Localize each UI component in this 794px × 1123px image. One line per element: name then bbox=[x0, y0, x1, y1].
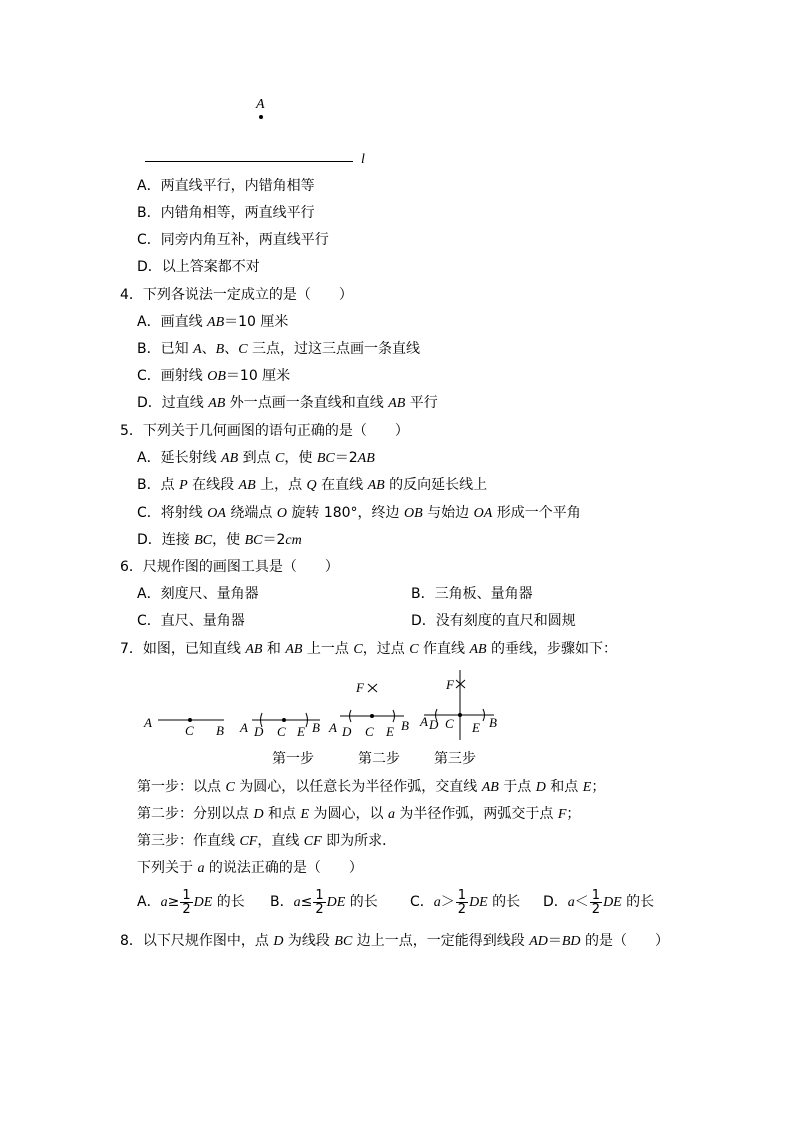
step3-label-f: F bbox=[356, 680, 364, 695]
q4-option-d: D．过直线 AB 外一点画一条直线和直线 AB 平行 bbox=[137, 395, 438, 411]
q3-option-d: D．以上答案都不对 bbox=[137, 259, 260, 275]
q8-stem: 8．以下尺规作图中，点 D 为线段 BC 边上一点，一定能得到线段 AD＝BD 的是（ ） bbox=[120, 933, 669, 949]
q7-question: 下列关于 a 的说法正确的是（ ） bbox=[137, 860, 363, 876]
step3-label-e: E bbox=[386, 724, 394, 739]
step3-label-b: B bbox=[401, 718, 409, 733]
step3-point-c bbox=[370, 714, 374, 718]
line-l bbox=[145, 161, 353, 162]
fraction: $\frac{1}{2}$ bbox=[591, 887, 601, 917]
step4-label-a: A bbox=[420, 714, 428, 729]
q4-option-a: A．画直线 AB＝10 厘米 bbox=[137, 314, 289, 330]
q7-option-d: D．a＜ $\frac{1}{2}$ DE 的长 bbox=[543, 887, 655, 917]
q3-option-b: B．内错角相等，两直线平行 bbox=[137, 205, 315, 221]
q7-step1-text: 第一步：以点 C 为圆心，以任意长为半径作弧，交直线 AB 于点 D 和点 E； bbox=[137, 779, 606, 795]
step2-label-a: A bbox=[240, 720, 248, 735]
step4-figure bbox=[419, 670, 497, 740]
step3-intersection-f bbox=[368, 684, 377, 692]
point-a-dot bbox=[259, 115, 263, 119]
q6-option-d: D．没有刻度的直尺和圆规 bbox=[411, 613, 576, 629]
q6-option-c: C．直尺、量角器 bbox=[137, 613, 245, 629]
step2-label-c: C bbox=[277, 724, 286, 739]
q6-stem: 6．尺规作图的画图工具是（ ） bbox=[120, 559, 339, 575]
q3-option-c: C．同旁内角互补，两直线平行 bbox=[137, 232, 329, 248]
q6-option-b: B．三角板、量角器 bbox=[411, 586, 533, 602]
step1-figure bbox=[143, 715, 224, 738]
step3-label-a: A bbox=[329, 720, 337, 735]
q5-option-b: B．点 P 在线段 AB 上，点 Q 在直线 AB 的反向延长线上 bbox=[137, 477, 488, 493]
step1-label-a: A bbox=[144, 715, 152, 730]
step4-label-e: E bbox=[472, 720, 480, 735]
q7-option-b: B．a≤ $\frac{1}{2}$ DE 的长 bbox=[270, 887, 378, 917]
q3-option-a: A．两直线平行，内错角相等 bbox=[137, 178, 315, 194]
step2-point-c bbox=[282, 718, 286, 722]
step1-point-c bbox=[188, 718, 192, 722]
q4-option-c: C．画射线 OB＝10 厘米 bbox=[137, 368, 291, 384]
line-label-l: l bbox=[361, 152, 365, 167]
q7-step3-text: 第三步：作直线 CF，直线 CF 即为所求． bbox=[137, 833, 397, 849]
step1-label-b: B bbox=[216, 723, 224, 738]
q4-stem: 4．下列各说法一定成立的是（ ） bbox=[120, 287, 353, 303]
q7-stem: 7．如图，已知直线 AB 和 AB 上一点 C，过点 C 作直线 AB 的垂线，步骤如下： bbox=[120, 641, 617, 657]
q5-stem: 5．下列关于几何画图的语句正确的是（ ） bbox=[120, 423, 409, 439]
step3-label-c: C bbox=[365, 724, 374, 739]
q5-option-a: A．延长射线 AB 到点 C，使 BC＝2AB bbox=[137, 450, 375, 466]
step2-figure bbox=[239, 713, 320, 739]
q5-option-c: C．将射线 OA 绕端点 O 旋转 180°，终边 OB 与始边 OA 形成一个平角 bbox=[137, 505, 581, 521]
q7-option-c: C．a＞ $\frac{1}{2}$ DE 的长 bbox=[410, 887, 521, 917]
step4-label-c: C bbox=[445, 716, 454, 731]
step2-label-b: B bbox=[312, 720, 320, 735]
fraction: $\frac{1}{2}$ bbox=[182, 887, 191, 917]
q7-step2-text: 第二步：分别以点 D 和点 E 为圆心，以 a 为半径作弧，两弧交于点 F； bbox=[137, 806, 581, 822]
step4-point-c bbox=[458, 713, 462, 717]
fraction: $\frac{1}{2}$ bbox=[315, 887, 324, 917]
caption-step2: 第二步 bbox=[358, 751, 400, 767]
step3-figure bbox=[328, 680, 409, 739]
q4-option-b: B．已知 A、B、C 三点，过这三点画一条直线 bbox=[137, 341, 420, 357]
fraction: $\frac{1}{2}$ bbox=[457, 887, 467, 917]
step2-label-e: E bbox=[297, 724, 305, 739]
step3-label-d: D bbox=[342, 724, 352, 739]
point-label-a: A bbox=[256, 97, 265, 112]
step2-label-d: D bbox=[254, 724, 264, 739]
q6-option-a: A．刻度尺、量角器 bbox=[137, 586, 259, 602]
step4-label-b: B bbox=[489, 715, 497, 730]
step1-label-c: C bbox=[185, 723, 194, 738]
q7-option-a: A．a≥ $\frac{1}{2}$ DE 的长 bbox=[137, 887, 245, 917]
q5-option-d: D．连接 BC，使 BC＝2cm bbox=[137, 532, 302, 548]
caption-step3: 第三步 bbox=[434, 751, 476, 767]
caption-step1: 第一步 bbox=[272, 751, 314, 767]
step4-label-f: F bbox=[446, 677, 454, 692]
step4-label-d: D bbox=[429, 717, 439, 732]
